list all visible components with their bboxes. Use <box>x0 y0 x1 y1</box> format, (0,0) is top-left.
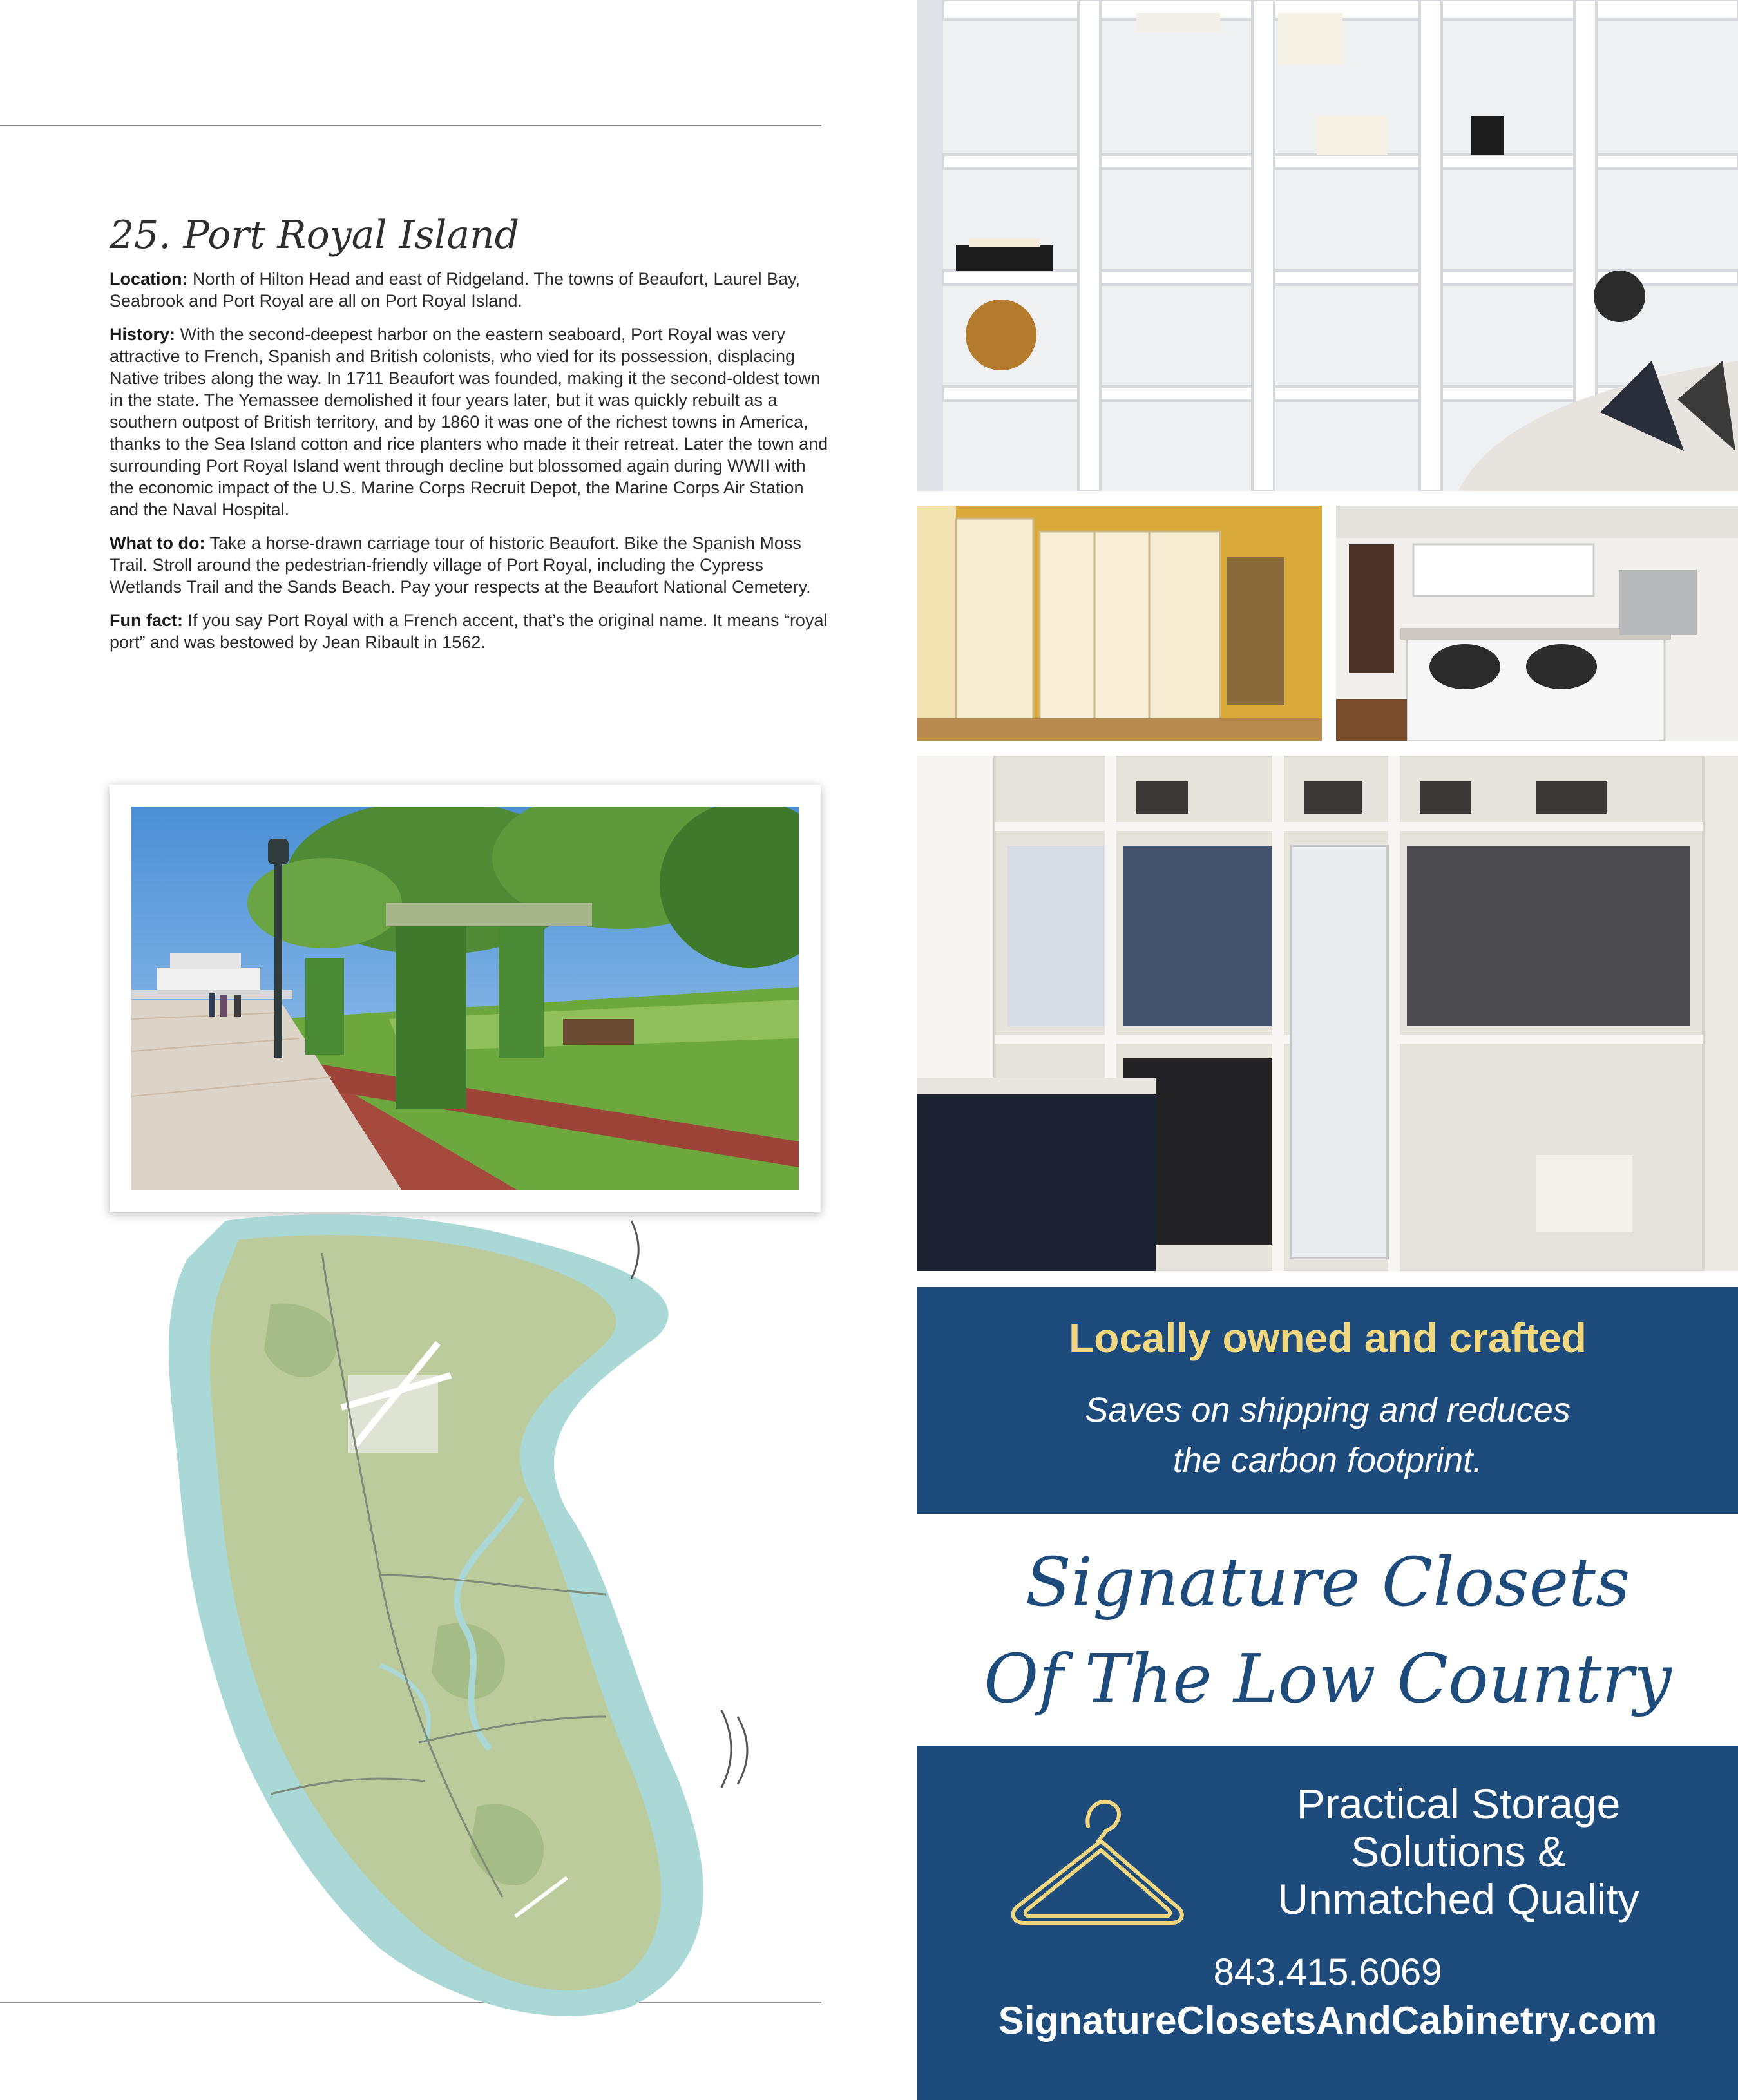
website-link[interactable]: SignatureClosetsAndCabinetry.com <box>998 1999 1657 2042</box>
funfact-text: If you say Port Royal with a French accent, that’s the original name. It means “royal port” and was bestowed by Jean Ribault in 1562. <box>110 611 828 652</box>
ad-top-panel <box>917 1287 1738 1514</box>
ad-subline-2: the carbon footprint. <box>1172 1441 1483 1480</box>
kitchen-image <box>1336 506 1738 741</box>
ad-bottom-panel <box>917 1746 1738 2100</box>
yellow-room-image <box>917 506 1322 741</box>
tagline-3: Unmatched Quality <box>1277 1875 1639 1923</box>
history-label: History: <box>110 325 176 344</box>
phone-number[interactable]: 843.415.6069 <box>1213 1951 1442 1993</box>
bookshelves-image <box>917 0 1738 491</box>
brand-name-line-2: Of The Low Country <box>984 1639 1672 1718</box>
waterfront-photo-frame <box>110 785 821 1212</box>
whattodo-label: What to do: <box>110 533 205 553</box>
ad-headline: Locally owned and crafted <box>1069 1315 1587 1361</box>
whattodo-paragraph <box>110 532 831 598</box>
waterfront-photo <box>131 807 799 1190</box>
ad-subline-1: Saves on shipping and reduces <box>1085 1391 1571 1429</box>
kitchen-island-photo <box>1336 506 1738 741</box>
history-text: With the second-deepest harbor on the eastern seaboard, Port Royal was very attractive to French, Spanish and British colonists, who vied for its possession, displacing Native tribes along the way. In 1711 Beaufort was founded, making it the second-oldest town in the state. The Yemassee demolished it four years later, but it was quickly rebuilt as a southern outpost of British territory, and by 1860 it was one of the richest towns in America, thanks to the Sea Island cotton and rice planters who made it their retreat. Later the town and surrounding Port Royal Island went through decline but blossomed again during WWII with the economic impact of the U.S. Marine Corps Recruit Depot, the Marine Corps Air Station and the Naval Hospital. <box>110 325 828 519</box>
yellow-room-cabinets-photo <box>917 506 1322 741</box>
funfact-label: Fun fact: <box>110 611 183 630</box>
waterfront-park-image <box>131 807 799 1190</box>
clothes-hanger-icon <box>1004 1791 1191 1933</box>
island-map-graphic <box>77 1214 799 2019</box>
article <box>110 213 831 665</box>
history-paragraph <box>110 323 831 520</box>
top-rule <box>0 125 821 126</box>
port-royal-island-map <box>77 1214 799 2019</box>
article-title: 25. Port Royal Island <box>110 213 520 258</box>
walk-in-closet-photo <box>917 756 1738 1271</box>
whattodo-text: Take a horse-drawn carriage tour of historic Beaufort. Bike the Spanish Moss Trail. Stroll around the pedestrian-friendly village of Port Royal, including the Cypress Wetlands Trail and the Sands Beach. Pay your respects at the Beaufort National Cemetery. <box>110 533 811 597</box>
location-text: North of Hilton Head and east of Ridgeland. The towns of Beaufort, Laurel Bay, Seabrook and Port Royal are all on Port Royal Island. <box>110 269 801 310</box>
funfact-paragraph <box>110 609 831 653</box>
tagline-2: Solutions & <box>1351 1828 1566 1875</box>
closet-image <box>917 756 1738 1271</box>
location-paragraph <box>110 268 831 312</box>
tagline-1: Practical Storage <box>1296 1780 1621 1828</box>
brand-name-line-1: Signature Closets <box>1025 1543 1630 1621</box>
location-label: Location: <box>110 269 188 289</box>
bookshelves-photo <box>917 0 1738 491</box>
